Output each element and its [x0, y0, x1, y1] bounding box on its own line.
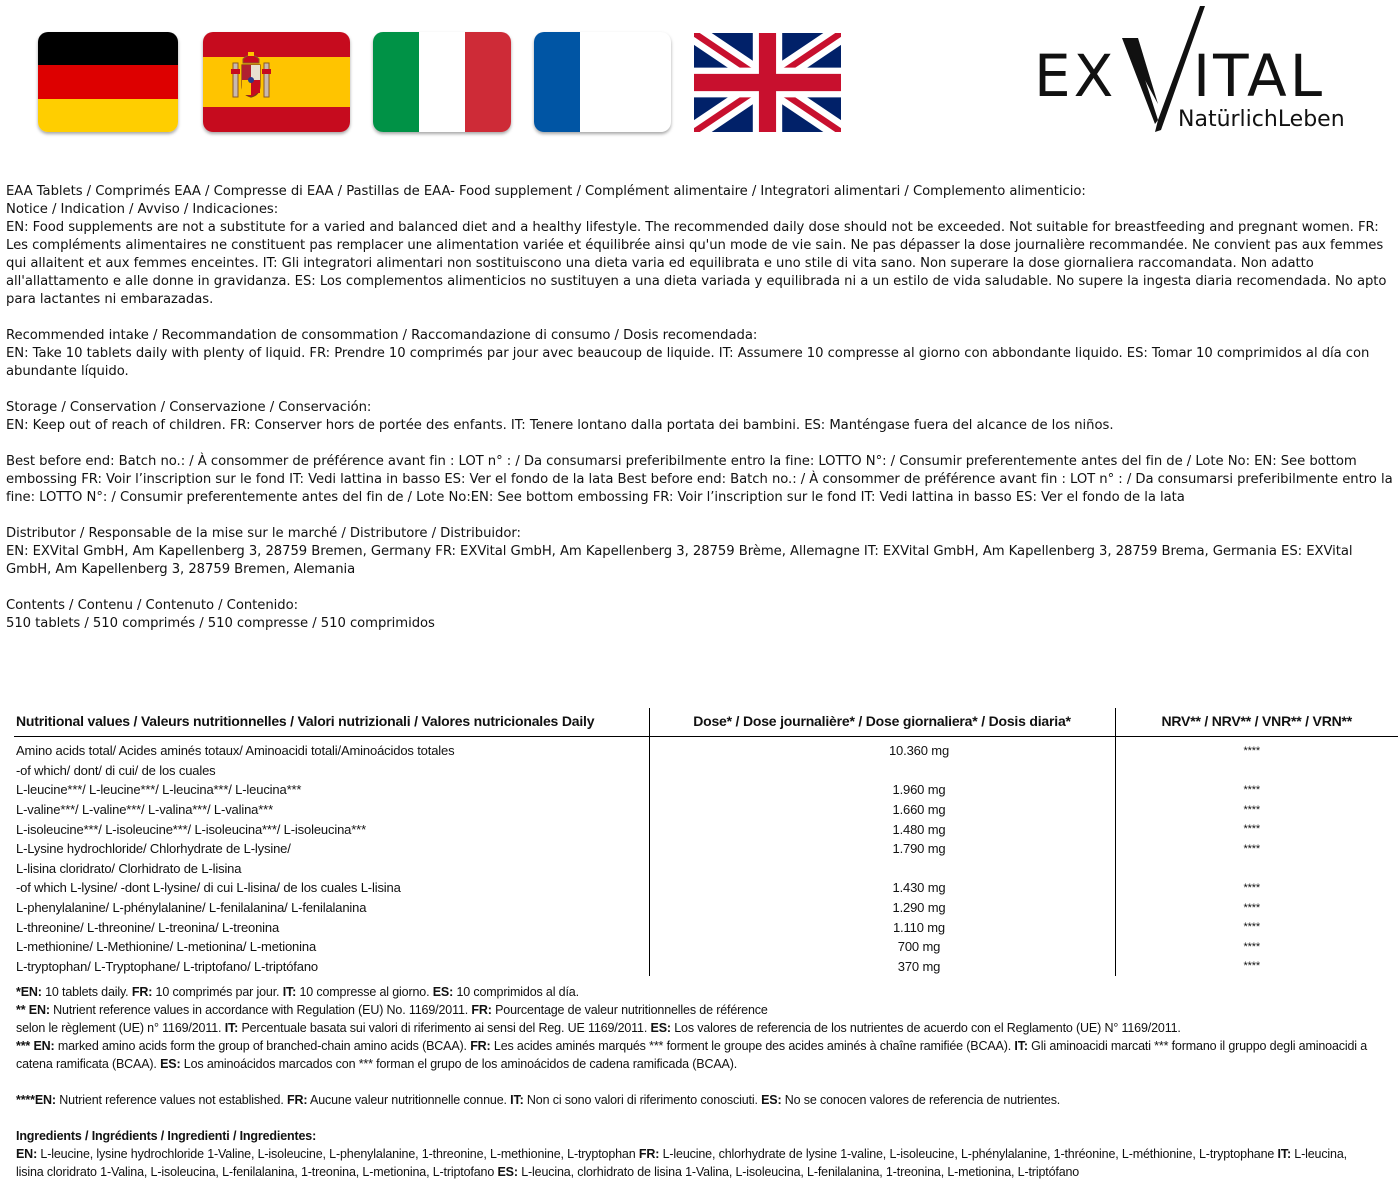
nutrient-dose: 1.110 mg — [649, 917, 1115, 937]
ingredients-text-cont: lisina cloridrato 1-Valina, L-isoleucina, L-fenilalanina, 1-treonina, L-metionina, L-triptofano ES: L-leucina, clorhidrato de lisina 1-Valina, L-isoleucina, L-fenilalanina, 1-treonina, L-metionina, L-triptófano — [16, 1165, 1080, 1179]
note-bcaa: *** EN: marked amino acids form the group of branched-chain amino acids (BCAA). FR: Les acides aminés marqués *** forment le groupe des acides aminés à chaîne ramifiée (BCAA). IT: Gli aminoacidi marcati *** formano il gruppo degli aminoacidi a — [16, 1039, 1368, 1053]
note-bcaa-cont: catena ramificata (BCAA). ES: Los aminoácidos marcados con *** forman el grupo de los aminoácidos de cadena ramificada (BCAA). — [16, 1057, 738, 1071]
nutrient-name: L-methionine/ L-Methionine/ L-metionina/ L-metionina — [16, 939, 317, 955]
nutrition-row — [14, 878, 1398, 898]
nutrient-name: L-phenylalanine/ L-phénylalanine/ L-fenilalanina/ L-fenilalanina — [16, 900, 367, 916]
nutrient-name: L-tryptophan/ L-Tryptophane/ L-triptofano/ L-triptófano — [16, 958, 319, 974]
storage-label: Storage / Conservation / Conservazione / Conservación: — [6, 400, 372, 415]
nutrient-nrv: **** — [1115, 937, 1398, 957]
nutrition-row — [14, 737, 1398, 761]
nutrient-name: -of which/ dont/ di cui/ de los cuales — [16, 762, 216, 778]
nutrient-dose: 1.660 mg — [649, 800, 1115, 820]
nutrient-name: -of which L-lysine/ -dont L-lysine/ di cui L-lisina/ de los cuales L-lisina — [16, 880, 401, 896]
note-nrv-regulation-cont: selon le règlement (UE) n° 1169/2011. IT: Percentuale basata sui valori di riferimento ai sensi del Reg. UE 1169/2011. ES: Los valores de referencia de los nutrientes de acuerdo con el Reglamento (UE) N° 1169/2011. — [16, 1021, 1181, 1035]
nutrient-dose: 370 mg — [649, 957, 1115, 977]
nutrition-row — [14, 937, 1398, 957]
info-heading: EAA Tablets / Comprimés EAA / Compresse di EAA / Pastillas de EAA- Food supplement / Complément alimentaire / Integratori alimentari / Complemento alimenticio: — [6, 184, 1086, 199]
nutrient-dose: 10.360 mg — [649, 737, 1115, 761]
notes-spacer-2 — [16, 1109, 1396, 1127]
nutrition-table-wrapper — [14, 708, 1398, 976]
note-nrv-not-established: ****EN: Nutrient reference values not established. FR: Aucune valeur nutritionnelle connue. IT: Non ci sono valori di riferimento conosciuti. ES: No se conocen valores de referencia de nutrientes. — [16, 1093, 1061, 1107]
best-before-text: Best before end: Batch no.: / À consommer de préférence avant fin : LOT n° : / Da consumarsi preferibilmente entro la fine: LOTTO N°: / Consumir preferentemente antes del fin de / Lote No: EN: See bottom embossing FR: Voir l’inscription sur le fond IT: Vedi lattina in basso ES: Ver el fondo de la lata Best before end: Batch no.: / À consommer de préférence avant fin : LOT n° : / Da consumarsi preferibilmente entro la fine: LOTTO N°: / Consumir preferentemente antes del fin de / Lote No:EN: See bottom embossing FR: Voir l’inscription sur le fond IT: Vedi lattina in basso ES: Ver el fondo de la lata — [6, 454, 1393, 505]
nutrition-table — [14, 708, 1398, 976]
nutrient-nrv — [1115, 859, 1398, 879]
contents-text: 510 tablets / 510 comprimés / 510 compresse / 510 comprimidos — [6, 616, 435, 631]
nutrient-nrv: **** — [1115, 819, 1398, 839]
nutrition-notes — [16, 983, 1396, 1181]
germany-flag — [38, 32, 178, 132]
nutrient-name: L-valine***/ L-valine***/ L-valina***/ L-valina*** — [16, 802, 273, 818]
header-nrv: NRV** / NRV** / VNR** / VRN** — [1115, 708, 1398, 737]
distributor-label: Distributor / Responsable de la mise sur le marché / Distributore / Distribuidor: — [6, 526, 521, 541]
nutrient-nrv — [1115, 761, 1398, 781]
nutrient-name: L-isoleucine***/ L-isoleucine***/ L-isoleucina***/ L-isoleucina*** — [16, 821, 366, 837]
nutrient-dose: 1.960 mg — [649, 780, 1115, 800]
nutrient-dose — [649, 761, 1115, 781]
nutrient-name: L-leucine***/ L-leucine***/ L-leucina***/ L-leucina*** — [16, 782, 302, 798]
nutrient-nrv: **** — [1115, 917, 1398, 937]
nutrient-dose: 1.290 mg — [649, 898, 1115, 918]
nutrient-dose: 1.790 mg — [649, 839, 1115, 859]
nutrition-row — [14, 761, 1398, 781]
nutrient-nrv: **** — [1115, 839, 1398, 859]
nutrition-row — [14, 839, 1398, 859]
nutrient-name: Amino acids total/ Acides aminés totaux/ Aminoacidi totali/Aminoácidos totales — [16, 743, 455, 759]
storage-text: EN: Keep out of reach of children. FR: Conserver hors de portée des enfants. IT: Tenere lontano dalla portata dei bambini. ES: Manténgase fuera del alcance de los niños. — [6, 418, 1114, 433]
nutrient-nrv: **** — [1115, 898, 1398, 918]
nutrition-row — [14, 819, 1398, 839]
france-flag — [534, 32, 671, 132]
nutrient-nrv: **** — [1115, 878, 1398, 898]
intake-label: Recommended intake / Recommandation de consommation / Raccomandazione di consumo / Dosis recomendada: — [6, 328, 758, 343]
note-nrv-regulation: ** EN: Nutrient reference values in accordance with Regulation (EU) No. 1169/2011. FR: Pourcentage de valeur nutritionnelles de référence — [16, 1003, 768, 1017]
exvital-logo — [1030, 4, 1360, 134]
nutrient-nrv: **** — [1115, 780, 1398, 800]
notice-text: EN: Food supplements are not a substitute for a varied and balanced diet and a healthy lifestyle. The recommended daily dose should not be exceeded. Not suitable for breastfeeding and pregnant women. FR: Les compléments alimentaires ne constituent pas remplacer une alimentation variée et équilibrée ainsi qu'un mode de vie sain. Ne pas dépasser la dose journalière recommandée. Ne convient pas aux femmes qui allaitent et aux femmes enceintes. IT: Gli integratori alimentari non sostituiscono una dieta varia ed equilibrata e uno stile di vita sano. Non superare la dose giornaliera raccomandata. Non adatto all'allattamento e alle donne in gravidanza. ES: Los complementos alimenticios no sustituyen a una dieta variada y equilibrada ni a un estilo de vida saludable. No supere la ingesta diaria recomendada. No apto para lactantes ni embarazadas. — [6, 220, 1387, 307]
italy-flag — [373, 32, 511, 132]
header-daily-dose: Dose* / Dose journalière* / Dose giornaliera* / Dosis diaria* — [649, 708, 1115, 737]
nutrient-name: L-Lysine hydrochloride/ Chlorhydrate de L-lysine/ — [16, 841, 291, 857]
logo-brand-left: EX — [1034, 42, 1117, 110]
note-daily-dose: *EN: 10 tablets daily. FR: 10 comprimés par jour. IT: 10 compresse al giorno. ES: 10 comprimidos al día. — [16, 985, 579, 999]
nutrient-dose — [649, 859, 1115, 879]
nutrition-row — [14, 957, 1398, 977]
united-kingdom-flag — [694, 33, 841, 132]
nutrition-row — [14, 800, 1398, 820]
nutrition-row — [14, 859, 1398, 879]
ingredients-label: Ingredients / Ingrédients / Ingredienti / Ingredientes: — [16, 1129, 317, 1143]
nutrition-row — [14, 898, 1398, 918]
nutrition-row — [14, 780, 1398, 800]
ingredients-text: EN: L-leucine, lysine hydrochloride 1-Valine, L-isoleucine, L-phenylalanine, 1-threonine, L-methionine, L-tryptophan FR: L-leucine, chlorhydrate de lysine 1-valine, L-isoleucine, L-phénylalanine, 1-thréonine, L-méthionine, L-tryptophane IT: L-leucina, — [16, 1147, 1347, 1161]
notes-spacer — [16, 1073, 1396, 1091]
spain-coat-of-arms-icon — [231, 49, 271, 113]
nutrient-dose: 1.430 mg — [649, 878, 1115, 898]
nutrient-name: L-threonine/ L-threonine/ L-treonina/ L-treonina — [16, 919, 280, 935]
nutrient-nrv: **** — [1115, 737, 1398, 761]
nutrition-row — [14, 917, 1398, 937]
notice-label: Notice / Indication / Avviso / Indicaciones: — [6, 202, 279, 217]
nutrition-table-body — [14, 737, 1398, 977]
nutrient-nrv: **** — [1115, 957, 1398, 977]
spain-flag — [203, 32, 350, 132]
nutrient-name: L-lisina cloridrato/ Clorhidrato de L-lisina — [16, 860, 242, 876]
nutrient-dose: 1.480 mg — [649, 819, 1115, 839]
nutrient-nrv: **** — [1115, 800, 1398, 820]
logo-brand-right: ITAL — [1193, 42, 1326, 110]
nutrition-header-row — [14, 708, 1398, 737]
distributor-text: EN: EXVital GmbH, Am Kapellenberg 3, 28759 Bremen, Germany FR: EXVital GmbH, Am Kapellenberg 3, 28759 Brème, Allemagne IT: EXVital GmbH, Am Kapellenberg 3, 28759 Brema, Germania ES: EXVital GmbH, Am Kapellenberg 3, 28759 Bremen, Alemania — [6, 544, 1353, 577]
product-info — [6, 183, 1396, 633]
contents-label: Contents / Contenu / Contenuto / Contenido: — [6, 598, 298, 613]
intake-text: EN: Take 10 tablets daily with plenty of liquid. FR: Prendre 10 comprimés par jour avec beaucoup de liquide. IT: Assumere 10 compresse al giorno con abbondante liquido. ES: Tomar 10 comprimidos al día con abundante líquido. — [6, 346, 1370, 379]
header-nutritional-values: Nutritional values / Valeurs nutritionnelles / Valori nutrizionali / Valores nutricionales Daily — [14, 708, 649, 737]
nutrient-dose: 700 mg — [649, 937, 1115, 957]
logo-tagline: NatürlichLeben — [1178, 107, 1345, 132]
